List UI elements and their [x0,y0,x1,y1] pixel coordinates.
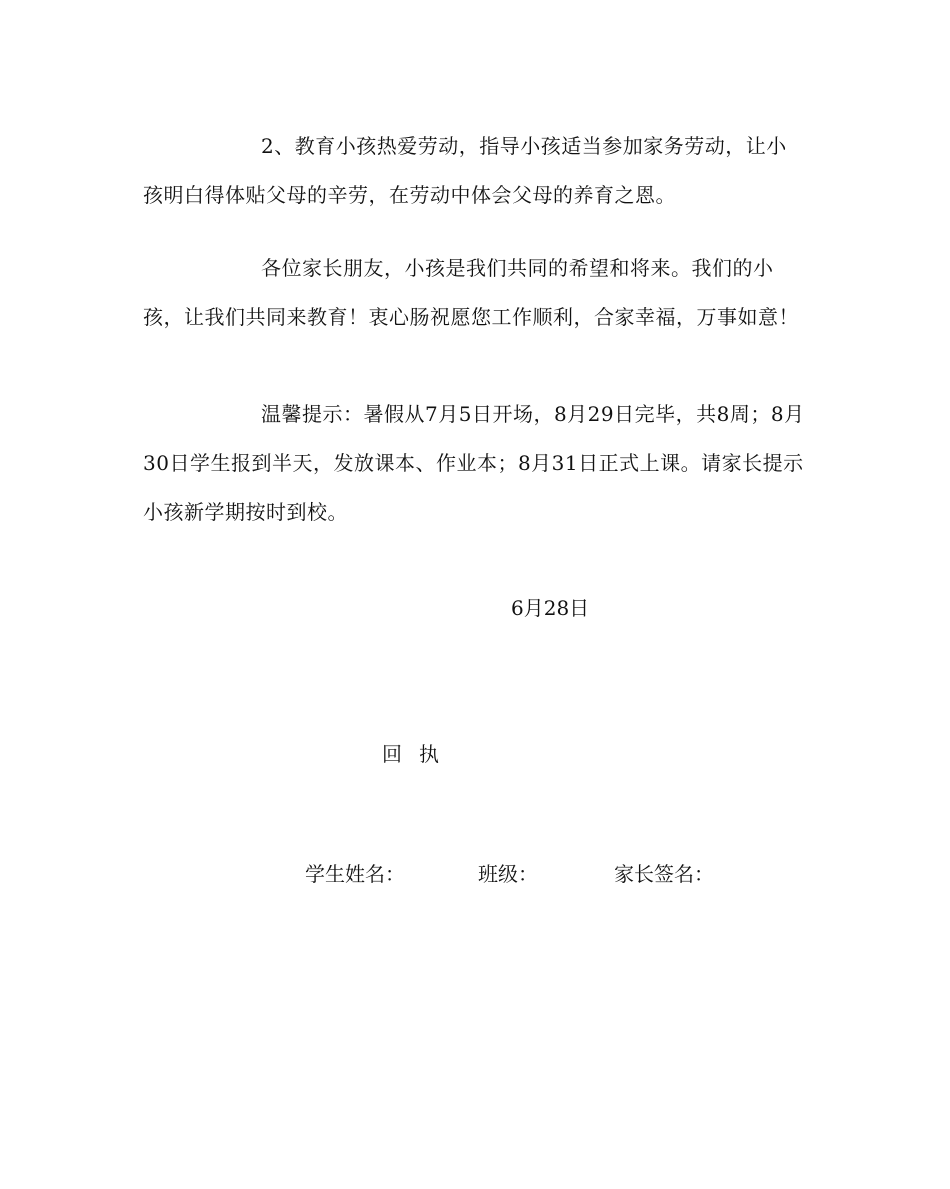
paragraph-closing-wishes: 各位家长朋友，小孩是我们共同的希望和将来。我们的小孩，让我们共同来教育！衷心肠祝愿您工作顺利，合家幸福，万事如意！ [143,256,799,329]
receipt-title: 回执 [382,742,456,766]
paragraph-labor-education: 2、教育小孩热爱劳动，指导小孩适当参加家务劳动，让小孩明白得体贴父母的辛劳，在劳动中体会父母的养育之恩。 [143,134,787,207]
student-name-label: 学生姓名： [305,862,405,886]
parent-signature-label: 家长签名： [614,862,714,886]
class-label: 班级： [478,862,538,886]
letter-date: 6月28日 [511,596,590,620]
paragraph-holiday-notice: 温馨提示：暑假从7月5日开场，8月29日完毕，共8周；8月30日学生报到半天，发放课本、作业本；8月31日正式上课。请家长提示小孩新学期按时到校。 [143,402,805,524]
